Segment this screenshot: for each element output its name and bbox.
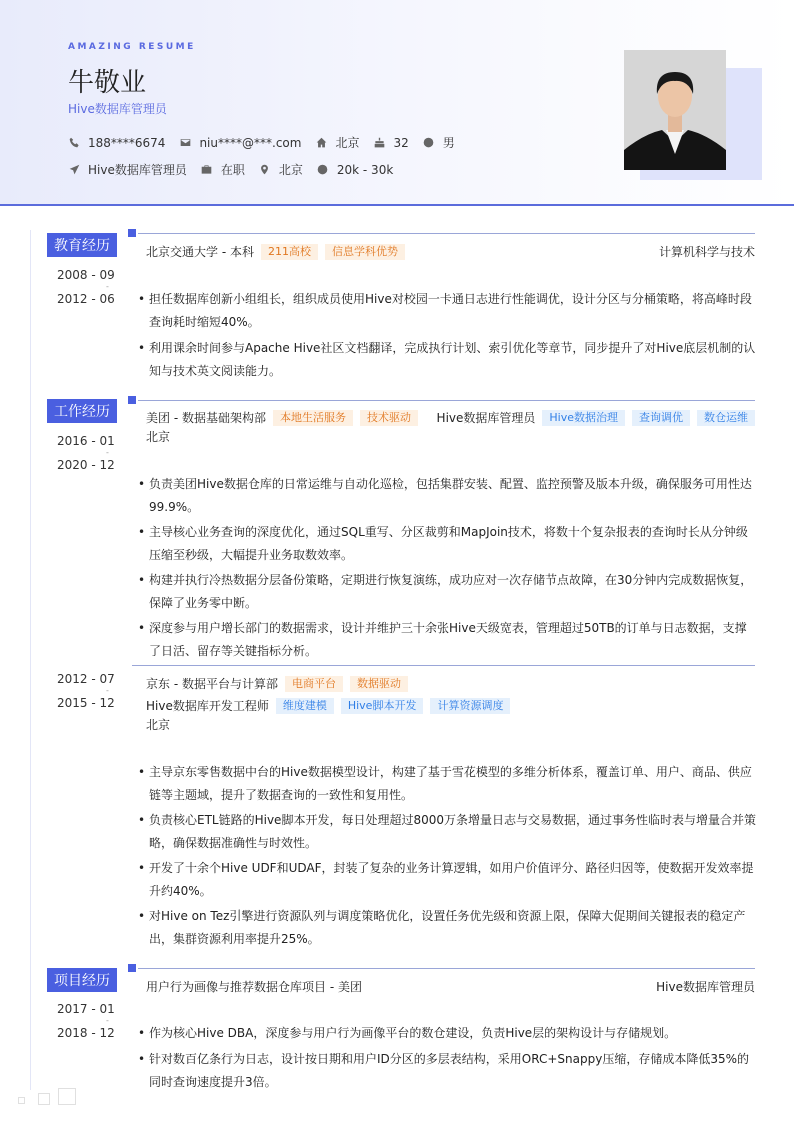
location-pin-icon: [259, 164, 271, 176]
intent-status: 在职: [201, 161, 245, 178]
list-item: • 负责美团Hive数据仓库的日常运维与自动化巡检，包括集群安装、配置、监控预警及版本升级，确保服务可用性达99.9%。: [138, 477, 752, 514]
mail-icon: [179, 137, 191, 149]
job1-city: 北京: [146, 430, 171, 444]
section-marker: [128, 229, 136, 237]
job1-start-date: 2016 - 01: [57, 434, 115, 448]
contact-email: niu****@***.com: [179, 136, 301, 150]
briefcase-icon: [201, 164, 213, 176]
job2-end-date: 2015 - 12: [57, 696, 115, 710]
section-rule: [138, 233, 755, 234]
contact-gender: 男: [423, 134, 455, 151]
footer-decoration: [58, 1088, 76, 1105]
home-icon: [315, 137, 327, 149]
edu-major: 计算机科学与技术: [658, 245, 755, 259]
job2-company: 京东 - 数据平台与计算部: [146, 677, 278, 691]
candidate-title: Hive数据库管理员: [68, 102, 167, 116]
date-separator: -: [106, 448, 109, 457]
job1-role-tag: 查询调优: [632, 410, 690, 426]
send-icon: [68, 164, 80, 176]
list-item: • 构建并执行冷热数据分层备份策略，定期进行恢复演练，成功应对一次存储节点故障，在30分钟内完成数据恢复，保障了业务零中断。: [138, 573, 753, 610]
job-intent-row: [68, 161, 407, 178]
list-item: • 利用课余时间参与Apache Hive社区文档翻译，完成执行计划、索引优化等章节，同步提升了对Hive底层机制的认知与技术英文阅读能力。: [138, 341, 756, 378]
intent-city: 北京: [259, 161, 303, 178]
list-item: • 对Hive on Tez引擎进行资源队列与调度策略优化，设置任务优先级和资源上限，保障大促期间关键报表的稳定产出，集群资源利用率提升25%。: [138, 909, 746, 946]
salary-icon: [317, 164, 329, 176]
job1-end-date: 2020 - 12: [57, 458, 115, 472]
list-item: • 深度参与用户增长部门的数据需求，设计并维护三十余张Hive天级宽表，管理超过50TB的订单与日志数据，支撑了日活、留存等关键指标分析。: [138, 621, 747, 658]
contact-home-city: 北京: [315, 134, 359, 151]
job2-city: 北京: [146, 718, 171, 732]
contact-phone: 188****6674: [68, 136, 165, 150]
job2-company-line: [146, 675, 408, 692]
job1-company: 美团 - 数据基础架构部: [146, 411, 266, 425]
edu-start-date: 2008 - 09: [57, 268, 115, 282]
edu-tag: 211高校: [261, 244, 318, 260]
intent-position: Hive数据库管理员: [68, 161, 187, 178]
edu-school-line: [146, 243, 405, 260]
job2-start-date: 2012 - 07: [57, 672, 115, 686]
date-separator: -: [106, 1016, 109, 1025]
list-item: • 针对数百亿条行为日志，设计按日期和用户ID分区的多层表结构，采用ORC+Snappy压缩，存储成本降低35%的同时查询速度提升3倍。: [138, 1052, 749, 1089]
job2-role-tag: 计算资源调度: [430, 698, 510, 714]
section-label-work: 工作经历: [47, 399, 117, 423]
brand-label: AMAZING RESUME: [68, 42, 196, 52]
edu-end-date: 2012 - 06: [57, 292, 115, 306]
contact-age: 32: [373, 136, 408, 150]
resume-header: [0, 0, 794, 206]
project-end-date: 2018 - 12: [57, 1026, 115, 1040]
phone-icon: [68, 137, 80, 149]
job1-company-line: [146, 409, 418, 426]
footer-decoration: [18, 1097, 25, 1104]
job1-role-line: [437, 409, 755, 426]
list-item: • 作为核心Hive DBA，深度参与用户行为画像平台的数仓建设，负责Hive层的架构设计与存储规划。: [138, 1026, 677, 1040]
footer-decoration: [38, 1093, 50, 1105]
list-item: • 开发了十余个Hive UDF和UDAF，封装了复杂的业务计算逻辑，如用户价值评分、路径归因等，使数据开发效率提升约40%。: [138, 861, 754, 898]
section-marker: [128, 964, 136, 972]
job2-role-tag: Hive脚本开发: [341, 698, 424, 714]
section-rule: [138, 400, 755, 401]
job1-company-tag: 本地生活服务: [273, 410, 353, 426]
list-item: • 负责核心ETL链路的Hive脚本开发，每日处理超过8000万条增量日志与交易数据，通过事务性临时表与增量合并策略，确保数据准确性与时效性。: [138, 813, 756, 850]
cake-icon: [373, 137, 385, 149]
contact-row: [68, 134, 469, 151]
project-title: 用户行为画像与推荐数据仓库项目 - 美团: [146, 980, 362, 994]
list-item: • 主导核心业务查询的深度优化，通过SQL重写、分区裁剪和MapJoin技术，将数十个复杂报表的查询时长从分钟级压缩至秒级，大幅提升业务取数效率。: [138, 525, 748, 562]
job1-role-tag: Hive数据治理: [542, 410, 625, 426]
edu-tag: 信息学科优势: [325, 244, 405, 260]
intent-salary: 20k - 30k: [317, 163, 393, 177]
job2-company-tag: 数据驱动: [350, 676, 408, 692]
job1-role-tag: 数仓运维: [697, 410, 755, 426]
left-rail-line: [30, 230, 31, 1090]
job2-role: Hive数据库开发工程师: [146, 699, 269, 713]
project-role: Hive数据库管理员: [656, 980, 755, 994]
date-separator: -: [106, 282, 109, 291]
section-label-project: 项目经历: [47, 968, 117, 992]
job2-role-line: [146, 697, 510, 714]
edu-school: 北京交通大学 - 本科: [146, 245, 254, 259]
candidate-name: 牛敬业: [68, 68, 147, 98]
gender-icon: [423, 137, 435, 149]
job1-company-tag: 技术驱动: [360, 410, 418, 426]
section-label-education: 教育经历: [47, 233, 117, 257]
section-rule: [138, 968, 755, 969]
date-separator: -: [106, 686, 109, 695]
section-marker: [128, 396, 136, 404]
profile-photo: [624, 50, 726, 170]
list-item: • 担任数据库创新小组组长，组织成员使用Hive对校园一卡通日志进行性能调优，设计分区与分桶策略，将高峰时段查询耗时缩短40%。: [138, 292, 752, 329]
list-item: • 主导京东零售数据中台的Hive数据模型设计，构建了基于雪花模型的多维分析体系，覆盖订单、用户、商品、供应链等主题域，提升了数据查询的一致性和复用性。: [138, 765, 752, 802]
job1-role: Hive数据库管理员: [436, 411, 536, 425]
job2-company-tag: 电商平台: [285, 676, 343, 692]
entry-divider: [132, 665, 755, 666]
project-start-date: 2017 - 01: [57, 1002, 115, 1016]
job2-role-tag: 维度建模: [276, 698, 334, 714]
